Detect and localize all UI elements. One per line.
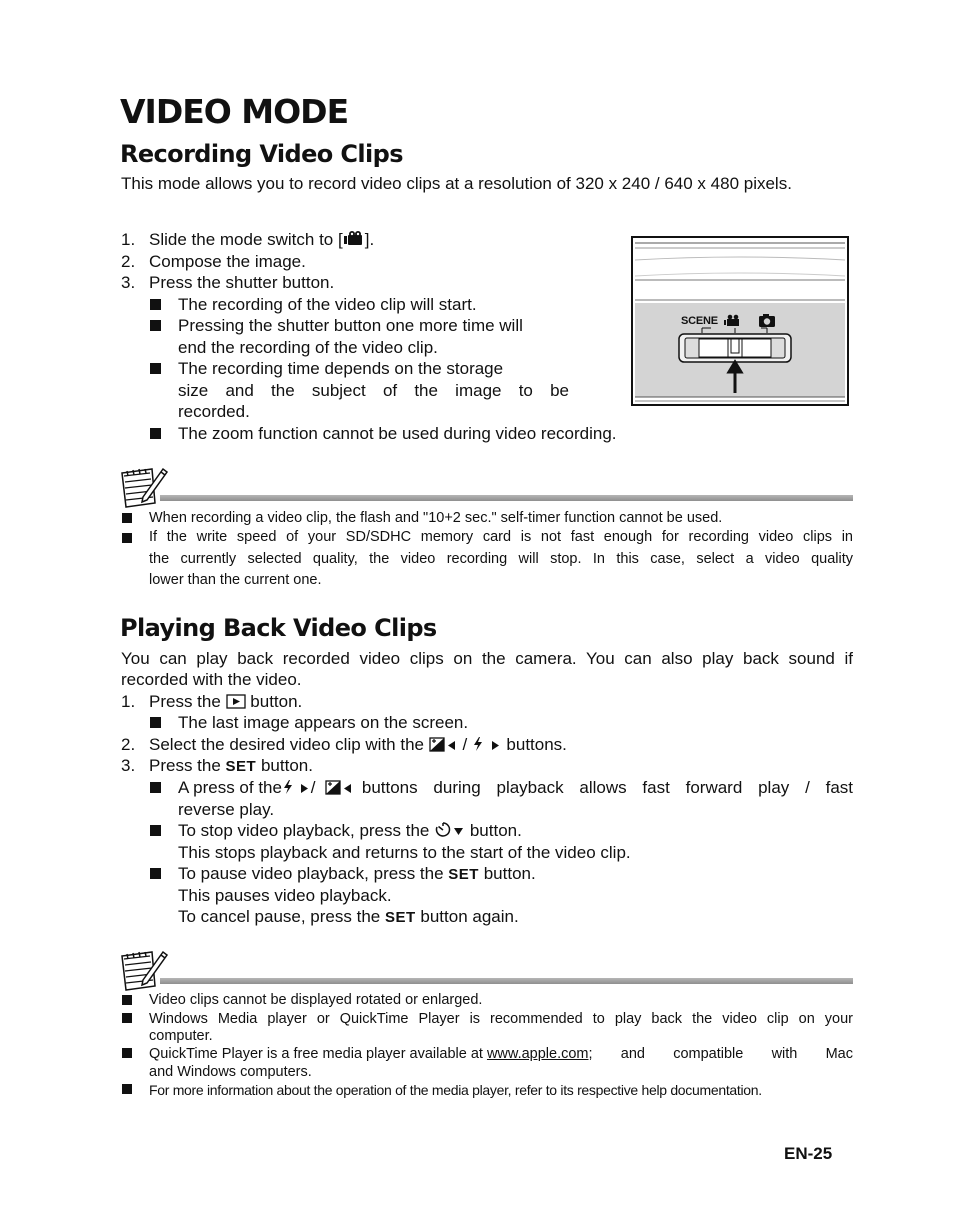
video-camera-icon [343,230,365,247]
note-pencil-icon [118,946,170,992]
section-heading-playback: Playing Back Video Clips [120,614,437,642]
bullet-square [122,533,132,543]
step-1: 1. Slide the mode switch to [ ]. [121,230,375,249]
note-pencil-icon [118,463,170,509]
bullet-square [150,363,161,374]
play-button-icon [226,694,246,709]
recording-intro: This mode allows you to record video clips at a resolution of 320 x 240 / 640 x 480 pixels. [121,174,792,193]
bullet-recording-start: The recording of the video clip will start. [0,294,954,316]
scene-label: SCENE [681,315,718,327]
apple-website-link[interactable]: www.apple.com [486,1046,589,1062]
mode-switch-illustration [631,236,849,406]
bullet-square [150,782,161,793]
step-2: 2. Compose the image. [121,252,306,271]
set-button-glyph: SET [448,866,479,883]
bullet-square [122,513,132,523]
right-arrow-icon [489,739,502,752]
self-timer-icon [434,821,452,838]
bullet-square [150,320,161,331]
playback-step-3: 3. Press the SET button. [121,756,313,775]
mode-switch-figure [631,236,849,406]
flash-icon [282,779,294,795]
bullet-square [122,995,132,1005]
flash-icon [472,736,484,752]
playback-bullet-pause: To pause video playback, press the SET button. This pauses video playback. To cancel pause, press the SET button again. [0,863,954,929]
bullet-square [150,428,161,439]
bullet-square [122,1084,132,1094]
right-arrow-icon [299,782,311,795]
bullet-square [150,717,161,728]
note-divider [160,978,853,984]
note-divider [160,495,853,501]
page-title: VIDEO MODE [120,92,349,131]
set-button-glyph: SET [384,909,416,926]
exposure-icon [429,737,445,752]
left-arrow-icon [445,739,458,752]
playback-intro-line2: recorded with the video. [121,670,302,689]
step-3: 3. Press the shutter button. [121,273,335,292]
bullet-square [150,825,161,836]
playback-bullet-stop: To stop video playback, press the button. This stops playback and returns to the start of the video clip. [0,820,954,864]
bullet-shutter-again: Pressing the shutter button one more time will end the recording of the video clip. [0,315,954,359]
bullet-square [150,868,161,879]
bullet-square [122,1013,132,1023]
page-number: EN-25 [784,1144,833,1163]
playback-step-1: 1. Press the button. [121,692,303,711]
section-heading-recording: Recording Video Clips [120,140,403,168]
bullet-zoom: The zoom function cannot be used during video recording. [0,423,954,445]
left-arrow-icon [341,782,354,795]
bullet-square [122,1048,132,1058]
playback-bullet-fast-forward: A press of the / buttons during playback allows fast forward play / fast reverse play. [0,777,954,821]
playback-intro-line1: You can play back recorded video clips on the camera. You can also play back sound if [121,649,853,668]
down-arrow-icon [452,825,465,838]
exposure-icon [325,780,341,795]
playback-step-2: 2. Select the desired video clip with the / buttons. [121,735,567,754]
set-button-glyph: SET [225,758,257,775]
bullet-square [150,299,161,310]
playback-bullet-last-image: The last image appears on the screen. [0,712,954,734]
bullet-recording-time: The recording time depends on the storage size and the subject of the image to be recorded. [0,358,954,424]
